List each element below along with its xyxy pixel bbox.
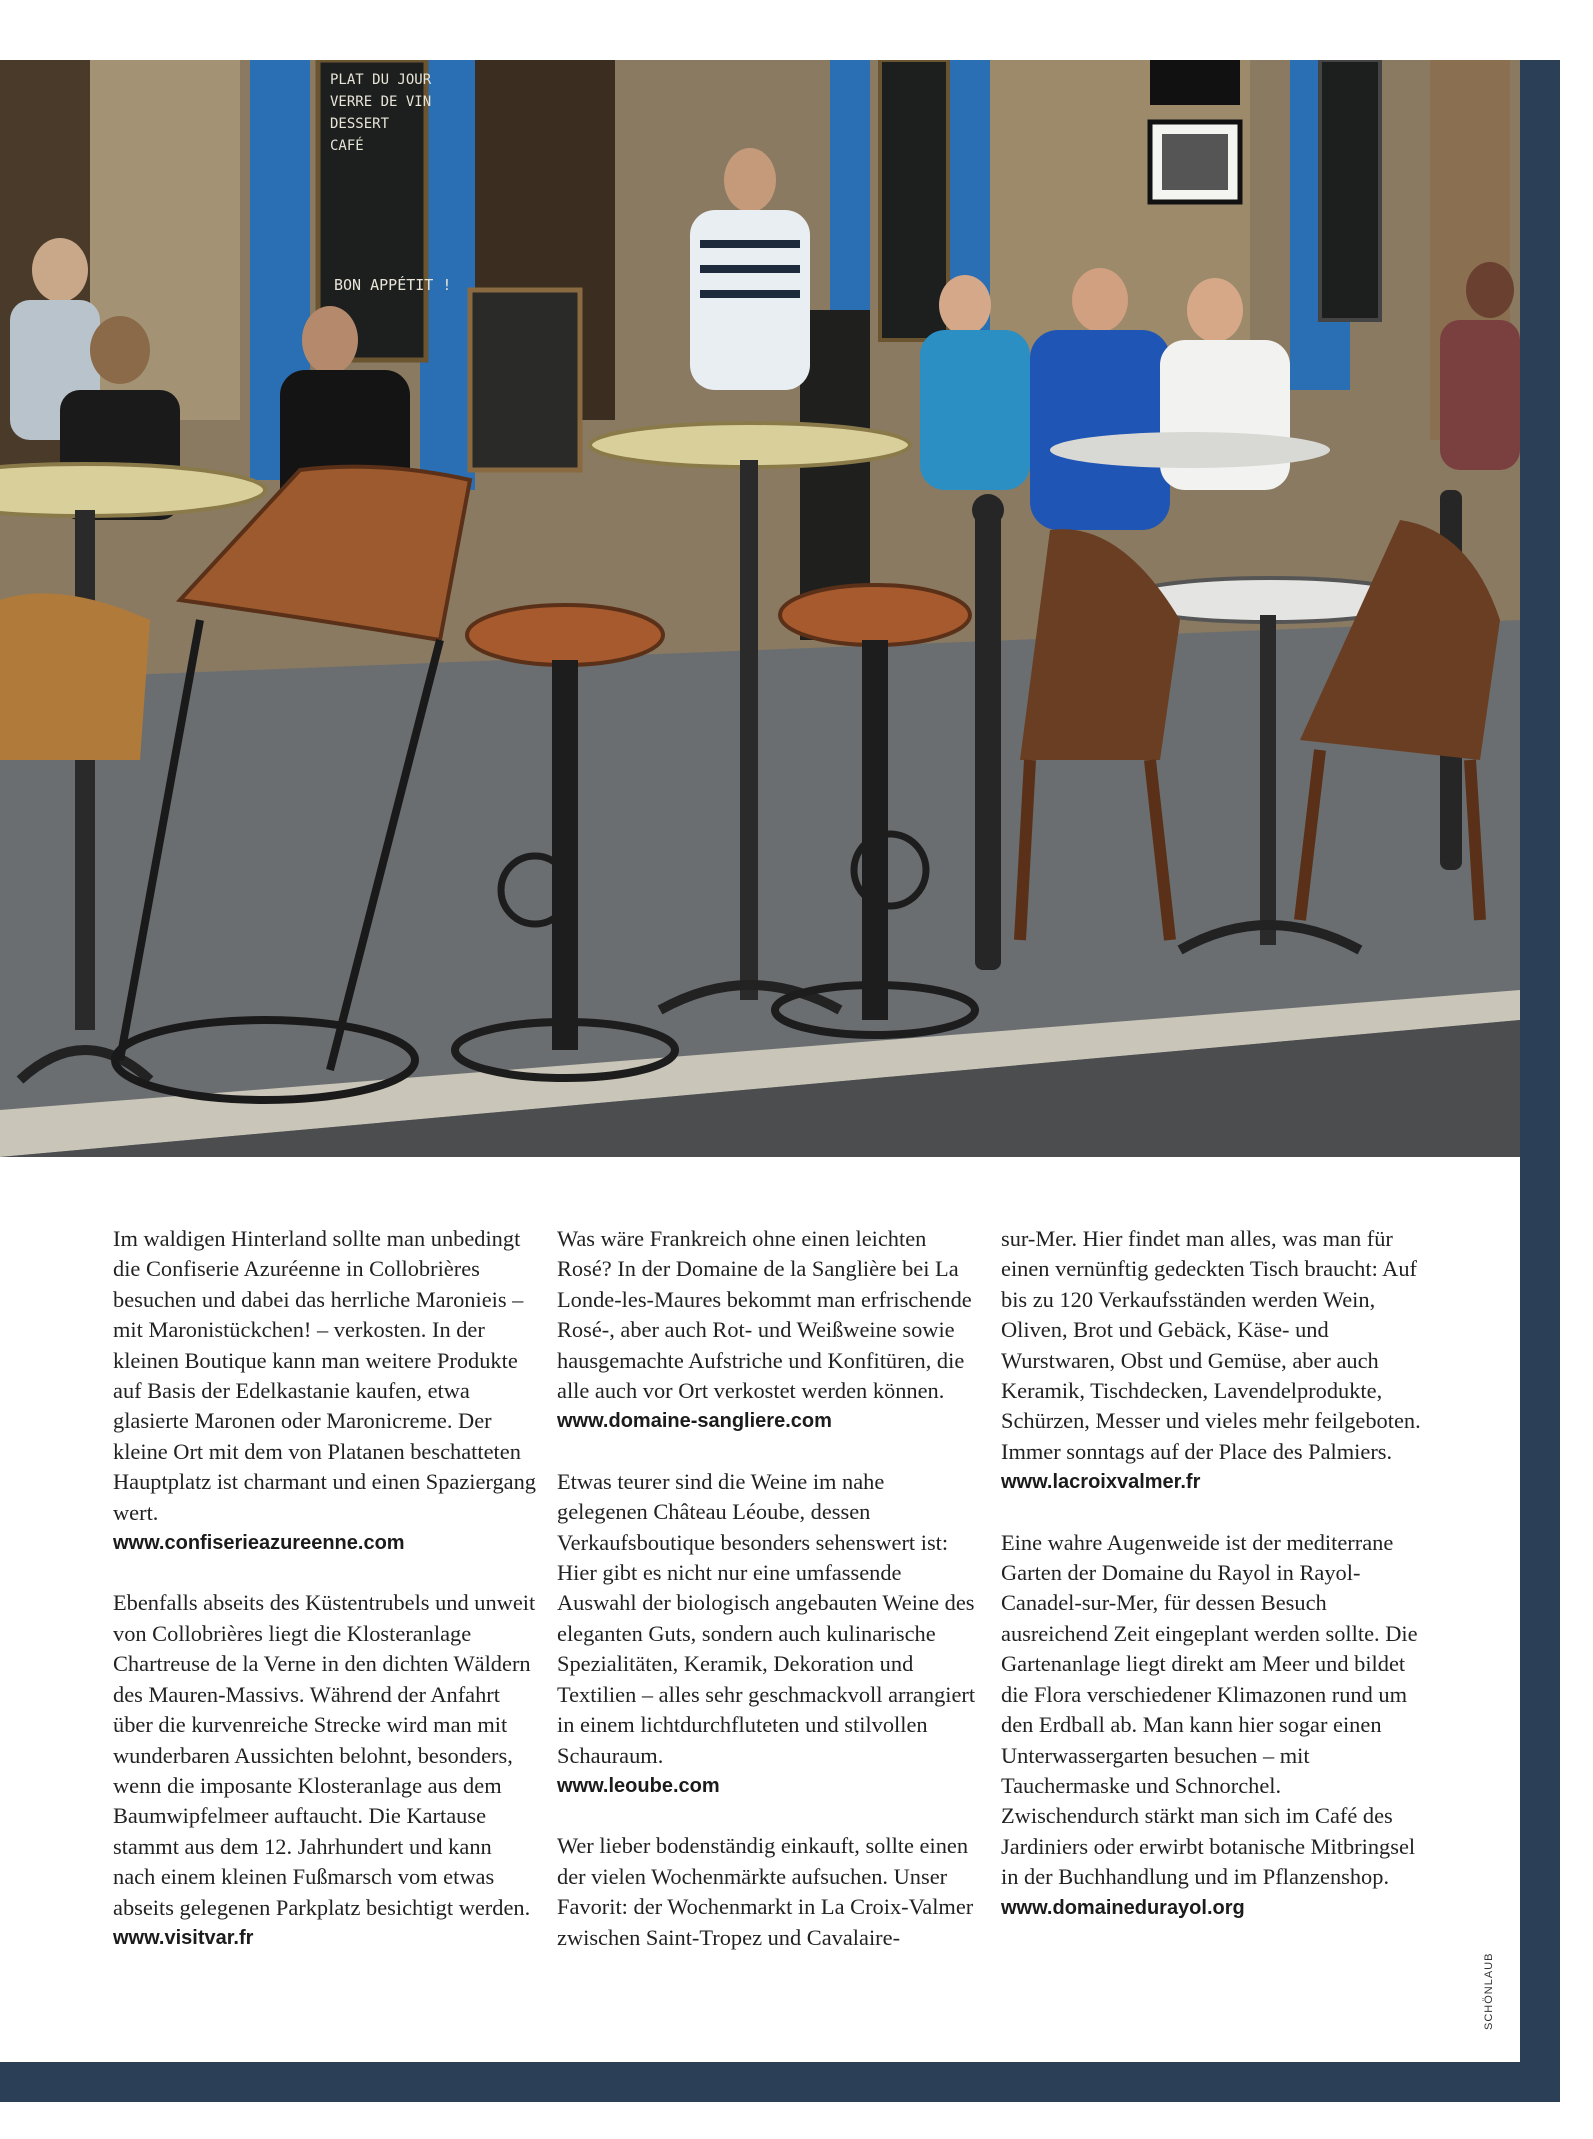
- paragraph-text: Wer lieber bodenständig einkauft, sollte einen der vielen Wochenmärkte aufsuchen. Unser Favorit: der Wochenmarkt in La Croix-Valmer zwischen Saint-Tropez und Cavalaire-: [557, 1833, 974, 1950]
- paragraph-chartreuse: [113, 1588, 536, 1953]
- paragraph-confiserie: [113, 1224, 536, 1558]
- cafe-terrace-photo: [0, 60, 1520, 1157]
- paragraph-text: Etwas teurer sind die Weine im nahe gelegenen Château Léoube, dessen Verkaufsboutique besonders sehenswert ist: Hier gibt es nicht nur eine umfassende Auswahl der biologisch angebauten Weine des eleganten Guts, sondern auch kulinarische Spezialitäten, Keramik, Dekoration und Textilien – alles sehr geschmackvoll arrangiert in einem lichtdurchfluteten und stilvollen Schauraum.: [557, 1468, 976, 1768]
- page-frame-right: [1520, 60, 1560, 2100]
- link-leoube[interactable]: www.leoube.com: [557, 1774, 720, 1797]
- article-column-1: [113, 1224, 536, 1983]
- paragraph-rayol: [1001, 1528, 1424, 1923]
- paragraph-text: Ebenfalls abseits des Küstentrubels und unweit von Collobrières liegt die Klosteranlage Chartreuse de la Verne in den dichten Wäldern des Mauren-Massivs. Während der Anfahrt über die kurvenreiche Strecke wird man mit wunderbaren Aussichten belohnt, besonders, wenn die imposante Klosteranlage aus dem Baumwipfelmeer auftaucht. Die Kartause stammt aus dem 12. Jahrhundert und kann nach einem kleinen Fußmarsch vom etwas abseits gelegenen Parkplatz besichtigt werden.: [113, 1590, 536, 1920]
- svg-text:DESSERT: DESSERT: [330, 116, 390, 132]
- svg-text:PLAT DU JOUR: PLAT DU JOUR: [330, 72, 432, 88]
- page-frame-bottom: [0, 2062, 1560, 2102]
- link-domainedurayol[interactable]: www.domainedurayol.org: [1001, 1896, 1245, 1919]
- paragraph-text: Im waldigen Hinterland sollte man unbedingt die Confiserie Azuréenne in Collobrières besuchen und dabei das herrliche Maronieis – mit Maronistückchen! – verkosten. In der kleinen Boutique kann man weitere Produkte auf Basis der Edelkastanie kaufen, etwa glasierte Maronen oder Maronicreme. Der kleine Ort mit dem von Platanen beschatteten Hauptplatz ist charmant und einen Spaziergang wert.: [113, 1226, 537, 1525]
- photo-credit: SCHÖNLAUB: [1483, 1952, 1495, 2030]
- link-lacroixvalmer[interactable]: www.lacroixvalmer.fr: [1001, 1471, 1201, 1494]
- paragraph-wochenmarkt: [557, 1831, 980, 1953]
- paragraph-text: Was wäre Frankreich ohne einen leichten Rosé? In der Domaine de la Sanglière bei La Londe-les-Maures bekommt man erfrischende Rosé-, aber auch Rot- und Weißweine sowie hausgemachte Aufstriche und Konfitüren, die alle auch vor Ort verkostet werden können.: [557, 1226, 972, 1404]
- paragraph-sangliere: [557, 1224, 980, 1437]
- svg-text:BON APPÉTIT !: BON APPÉTIT !: [334, 276, 452, 294]
- paragraph-wochenmarkt-continued: [1001, 1224, 1424, 1498]
- paragraph-leoube: [557, 1467, 980, 1801]
- article-column-2: [557, 1224, 980, 1983]
- svg-text:CAFÉ: CAFÉ: [330, 138, 364, 154]
- article-column-3: [1001, 1224, 1424, 1953]
- link-sangliere[interactable]: www.domaine-sangliere.com: [557, 1410, 832, 1433]
- paragraph-text: Eine wahre Augenweide ist der mediterrane Garten der Domaine du Rayol in Rayol-Canadel-sur-Mer, für dessen Besuch ausreichend Zeit eingeplant werden sollte. Die Gartenanlage liegt direkt am Meer und bildet die Flora verschiedener Klimazonen rund um den Erdball ab. Man kann hier sogar einen Unterwassergarten besuchen – mit Tauchermaske und Schnorchel. Zwischendurch stärkt man sich im Café des Jardiniers oder erwirbt botanische Mitbringsel in der Buchhandlung und im Pflanzenshop.: [1001, 1529, 1418, 1890]
- link-visitvar[interactable]: www.visitvar.fr: [113, 1926, 254, 1949]
- svg-text:VERRE DE VIN: VERRE DE VIN: [330, 94, 432, 110]
- link-confiserie[interactable]: www.confiserieazureenne.com: [113, 1532, 405, 1555]
- paragraph-text: sur-Mer. Hier findet man alles, was man für einen vernünftig gedeckten Tisch braucht: Auf bis zu 120 Verkaufsständen werden Wein, Oliven, Brot und Gebäck, Käse- und Wurstwaren, Obst und Gemüse, aber auch Keramik, Tischdecken, Lavendelprodukte, Schürzen, Messer und vieles mehr feilgeboten. Immer sonntags auf der Place des Palmiers.: [1001, 1226, 1421, 1464]
